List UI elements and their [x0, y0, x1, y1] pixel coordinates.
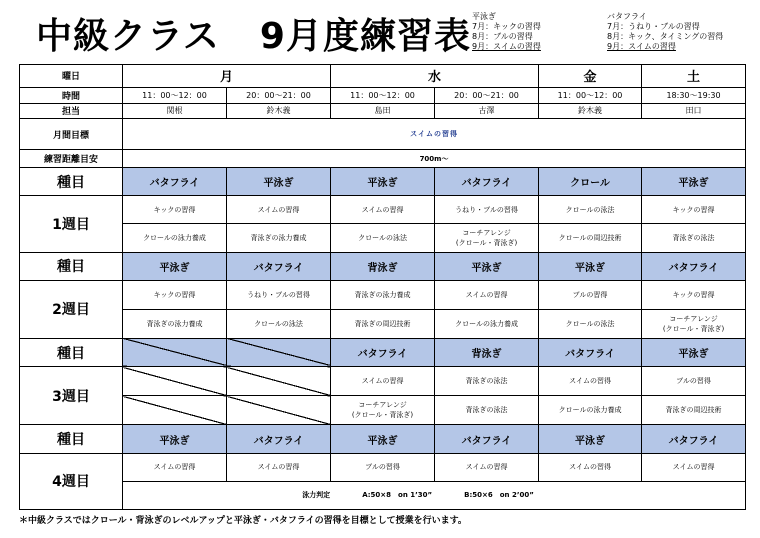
staff-cell: 鈴木義 [539, 103, 642, 119]
content-cell: キックの習得 [123, 280, 227, 309]
content-row [20, 224, 746, 252]
stroke-cell: 平泳ぎ [331, 168, 435, 196]
stroke-cell: 平泳ぎ [123, 425, 227, 453]
stroke-cell: バタフライ [642, 425, 746, 453]
stroke-label: 種目 [20, 425, 123, 453]
stroke-label: 種目 [20, 168, 123, 196]
content-cell: クロールの泳法 [539, 196, 642, 224]
content-cell: クロールの泳力養成 [539, 396, 642, 425]
content-cell: コーチアレンジ (クロール・背泳ぎ) [331, 396, 435, 425]
stroke-cell: 平泳ぎ [227, 168, 331, 196]
staff-cell: 田口 [642, 103, 746, 119]
content-row [20, 396, 746, 425]
page-title [36, 8, 471, 59]
time-row [20, 87, 746, 103]
stroke-cell: バタフライ [435, 168, 539, 196]
content-cell: ブルの習得 [642, 367, 746, 396]
judge-label: 泳力判定 [302, 491, 331, 500]
stroke-cell: 背泳ぎ [435, 338, 539, 366]
stroke-cell: バタフライ [539, 338, 642, 366]
proficiency-test [123, 481, 746, 509]
empty-slot [227, 338, 331, 366]
stroke-label: 種目 [20, 338, 123, 366]
stroke-cell: 平泳ぎ [435, 252, 539, 280]
empty-slot [123, 367, 227, 396]
staff-cell: 鈴木義 [227, 103, 331, 119]
title-main: 中級クラス [36, 16, 220, 57]
goal-row [20, 119, 746, 150]
staff-cell: 古澤 [435, 103, 539, 119]
notes-breaststroke [472, 12, 541, 52]
content-cell: スイムの習得 [435, 280, 539, 309]
content-cell: スイムの習得 [331, 367, 435, 396]
day-cell: 土 [642, 65, 746, 88]
notes-item: 8月：キック、タイミングの習得 [607, 32, 724, 41]
content-cell: スイムの習得 [642, 453, 746, 481]
content-cell: クロールの泳力養成 [123, 224, 227, 252]
content-cell: 背泳ぎの泳力養成 [123, 309, 227, 338]
distance-label: 練習距離目安 [20, 150, 123, 168]
day-cell: 水 [331, 65, 539, 88]
schedule-table [19, 64, 746, 510]
time-cell: 11：00～12：00 [331, 87, 435, 103]
time-cell: 20：00～21：00 [435, 87, 539, 103]
content-cell: 背泳ぎの泳法 [642, 224, 746, 252]
content-row [20, 196, 746, 224]
stroke-cell: 平泳ぎ [642, 338, 746, 366]
empty-slot [227, 367, 331, 396]
stroke-cell: バタフライ [123, 168, 227, 196]
judge-row [20, 481, 746, 509]
judge-a: A:50×8 on 1’30” [362, 491, 433, 500]
staff-row [20, 103, 746, 119]
week-label: 4週目 [20, 453, 123, 509]
content-cell: 背泳ぎの周辺技術 [642, 396, 746, 425]
content-cell: 背泳ぎの泳法 [435, 396, 539, 425]
day-row [20, 65, 746, 88]
content-cell: コーチアレンジ (クロール・背泳ぎ) [642, 309, 746, 338]
staff-label: 担当 [20, 103, 123, 119]
time-cell: 11：00～12：00 [123, 87, 227, 103]
content-cell: スイムの習得 [331, 196, 435, 224]
stroke-cell: 平泳ぎ [539, 425, 642, 453]
stroke-cell: バタフライ [227, 425, 331, 453]
stroke-cell: バタフライ [331, 338, 435, 366]
content-cell: 背泳ぎの泳法 [435, 367, 539, 396]
stroke-cell: バタフライ [642, 252, 746, 280]
content-cell: スイムの習得 [227, 453, 331, 481]
content-cell: キックの習得 [123, 196, 227, 224]
empty-slot [123, 396, 227, 425]
stroke-cell: 背泳ぎ [331, 252, 435, 280]
content-row [20, 309, 746, 338]
stroke-row [20, 425, 746, 453]
content-cell: ブルの習得 [539, 280, 642, 309]
time-cell: 18:30～19:30 [642, 87, 746, 103]
stroke-row [20, 168, 746, 196]
notes-item: 9月：スイムの習得 [607, 42, 676, 51]
content-cell: クロールの泳法 [227, 309, 331, 338]
staff-cell: 関根 [123, 103, 227, 119]
stroke-row [20, 252, 746, 280]
stroke-cell: バタフライ [435, 425, 539, 453]
content-cell: スイムの習得 [227, 196, 331, 224]
day-label: 曜日 [20, 65, 123, 88]
content-cell: 背泳ぎの泳力養成 [331, 280, 435, 309]
content-row [20, 453, 746, 481]
content-cell: クロールの周辺技術 [539, 224, 642, 252]
notes-header: バタフライ [607, 12, 647, 21]
goal-label: 月間目標 [20, 119, 123, 150]
content-cell: コーチアレンジ (クロール・背泳ぎ) [435, 224, 539, 252]
footer-note: ＊中級クラスではクロール・背泳ぎのレベルアップと平泳ぎ・バタフライの習得を目標として授業を行います。 [19, 516, 467, 526]
content-cell: スイムの習得 [539, 367, 642, 396]
time-cell: 11：00～12：00 [539, 87, 642, 103]
stroke-cell: クロール [539, 168, 642, 196]
empty-slot [227, 396, 331, 425]
notes-item: 9月：スイムの習得 [472, 42, 541, 51]
notes-butterfly [607, 12, 723, 52]
content-cell: クロールの泳法 [331, 224, 435, 252]
day-cell: 月 [123, 65, 331, 88]
stroke-row [20, 338, 746, 366]
distance-row [20, 150, 746, 168]
staff-cell: 島田 [331, 103, 435, 119]
content-cell: クロールの泳力養成 [435, 309, 539, 338]
week-label: 1週目 [20, 196, 123, 252]
distance-value: 700m～ [123, 150, 746, 168]
time-cell: 20：00～21：00 [227, 87, 331, 103]
notes-item: 7月：うねり・ブルの習得 [607, 22, 700, 31]
content-row [20, 367, 746, 396]
content-cell: うねり・ブルの習得 [435, 196, 539, 224]
content-cell: キックの習得 [642, 280, 746, 309]
content-cell: キックの習得 [642, 196, 746, 224]
week-label: 2週目 [20, 280, 123, 338]
content-cell: 背泳ぎの泳力養成 [227, 224, 331, 252]
day-cell: 金 [539, 65, 642, 88]
notes-item: 8月：ブルの習得 [472, 32, 533, 41]
time-label: 時間 [20, 87, 123, 103]
monthly-goal: スイムの習得 [123, 119, 746, 150]
stroke-cell: 平泳ぎ [539, 252, 642, 280]
stroke-cell: 平泳ぎ [642, 168, 746, 196]
content-cell: クロールの泳法 [539, 309, 642, 338]
content-row [20, 280, 746, 309]
stroke-label: 種目 [20, 252, 123, 280]
content-cell: スイムの習得 [435, 453, 539, 481]
empty-slot [123, 338, 227, 366]
stroke-cell: バタフライ [227, 252, 331, 280]
judge-b: B:50×6 on 2’00” [464, 491, 534, 500]
content-cell: うねり・ブルの習得 [227, 280, 331, 309]
content-cell: スイムの習得 [539, 453, 642, 481]
stroke-cell: 平泳ぎ [123, 252, 227, 280]
title-sub: 9月度練習表 [259, 16, 471, 57]
notes-item: 7月：キックの習得 [472, 22, 541, 31]
content-cell: スイムの習得 [123, 453, 227, 481]
notes-header: 平泳ぎ [472, 12, 496, 21]
stroke-cell: 平泳ぎ [331, 425, 435, 453]
content-cell: ブルの習得 [331, 453, 435, 481]
week-label: 3週目 [20, 367, 123, 425]
content-cell: 背泳ぎの周辺技術 [331, 309, 435, 338]
